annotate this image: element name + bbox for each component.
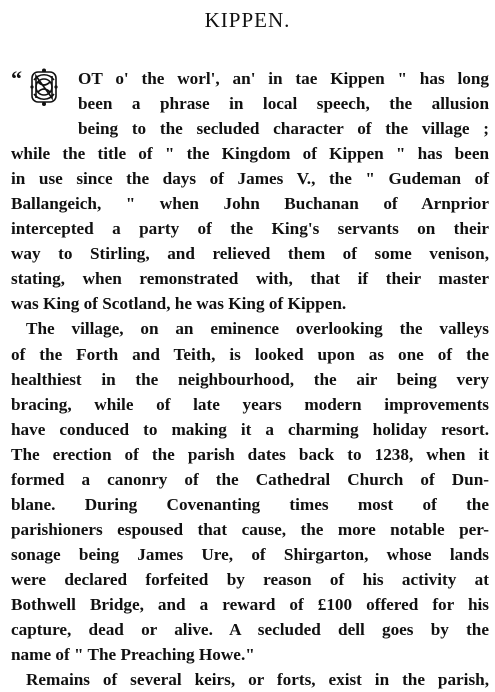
text-line: was King of Scotland, he was King of Kippen. bbox=[11, 294, 347, 314]
text-line: Remains of several keirs, or forts, exist in the parish, bbox=[26, 670, 489, 690]
text-line: way to Stirling, and relieved them of some venison, bbox=[11, 244, 489, 264]
paragraph-3 bbox=[11, 667, 489, 692]
ornamental-initial-icon bbox=[29, 68, 59, 108]
text-line: blane. During Covenanting times most of the bbox=[11, 494, 489, 514]
paragraph-2 bbox=[11, 316, 489, 667]
text-line: OT o' the worl', an' in tae Kippen " has long bbox=[78, 69, 489, 88]
text-line: intercepted a party of the King's servants on their bbox=[11, 219, 489, 239]
text-line: healthiest in the neighbourhood, the air being very bbox=[11, 369, 489, 389]
body-text bbox=[11, 66, 489, 692]
text-line: Ballangeich, " when John Buchanan of Arnprior bbox=[11, 194, 489, 214]
text-line: have conduced to making it a charming holiday resort. bbox=[11, 419, 489, 439]
text-line: capture, dead or alive. A secluded dell goes by the bbox=[11, 620, 489, 640]
text-line: name of " The Preaching Howe." bbox=[11, 645, 255, 665]
text-line: The erection of the parish dates back to 1238, when it bbox=[11, 444, 489, 464]
text-line: were declared forfeited by reason of his activity at bbox=[11, 569, 489, 589]
paragraph-1 bbox=[11, 66, 489, 316]
text-line: of the Forth and Teith, is looked upon as one of the bbox=[11, 344, 489, 364]
opening-quote: “ bbox=[11, 66, 22, 91]
drop-cap bbox=[11, 66, 77, 116]
text-line: The village, on an eminence overlooking the valleys bbox=[26, 319, 489, 339]
text-line: sonage being James Ure, of Shirgarton, whose lands bbox=[11, 544, 489, 564]
text-line: bracing, while of late years modern improvements bbox=[11, 394, 489, 414]
text-line: Bothwell Bridge, and a reward of £100 offered for his bbox=[11, 594, 489, 614]
text-line: being to the secluded character of the village ; bbox=[78, 119, 489, 139]
text-line: in use since the days of James V., the " Gudeman of bbox=[11, 169, 489, 189]
text-line: parishioners espoused that cause, the more notable per- bbox=[11, 519, 489, 539]
text-line: been a phrase in local speech, the allusion bbox=[78, 94, 489, 114]
text-line: formed a canonry of the Cathedral Church of Dun- bbox=[11, 469, 489, 489]
text-line: while the title of " the Kingdom of Kippen " has been bbox=[11, 144, 489, 164]
page-title: KIPPEN. bbox=[204, 8, 291, 32]
text-line: stating, when remonstrated with, that if their master bbox=[11, 269, 489, 289]
